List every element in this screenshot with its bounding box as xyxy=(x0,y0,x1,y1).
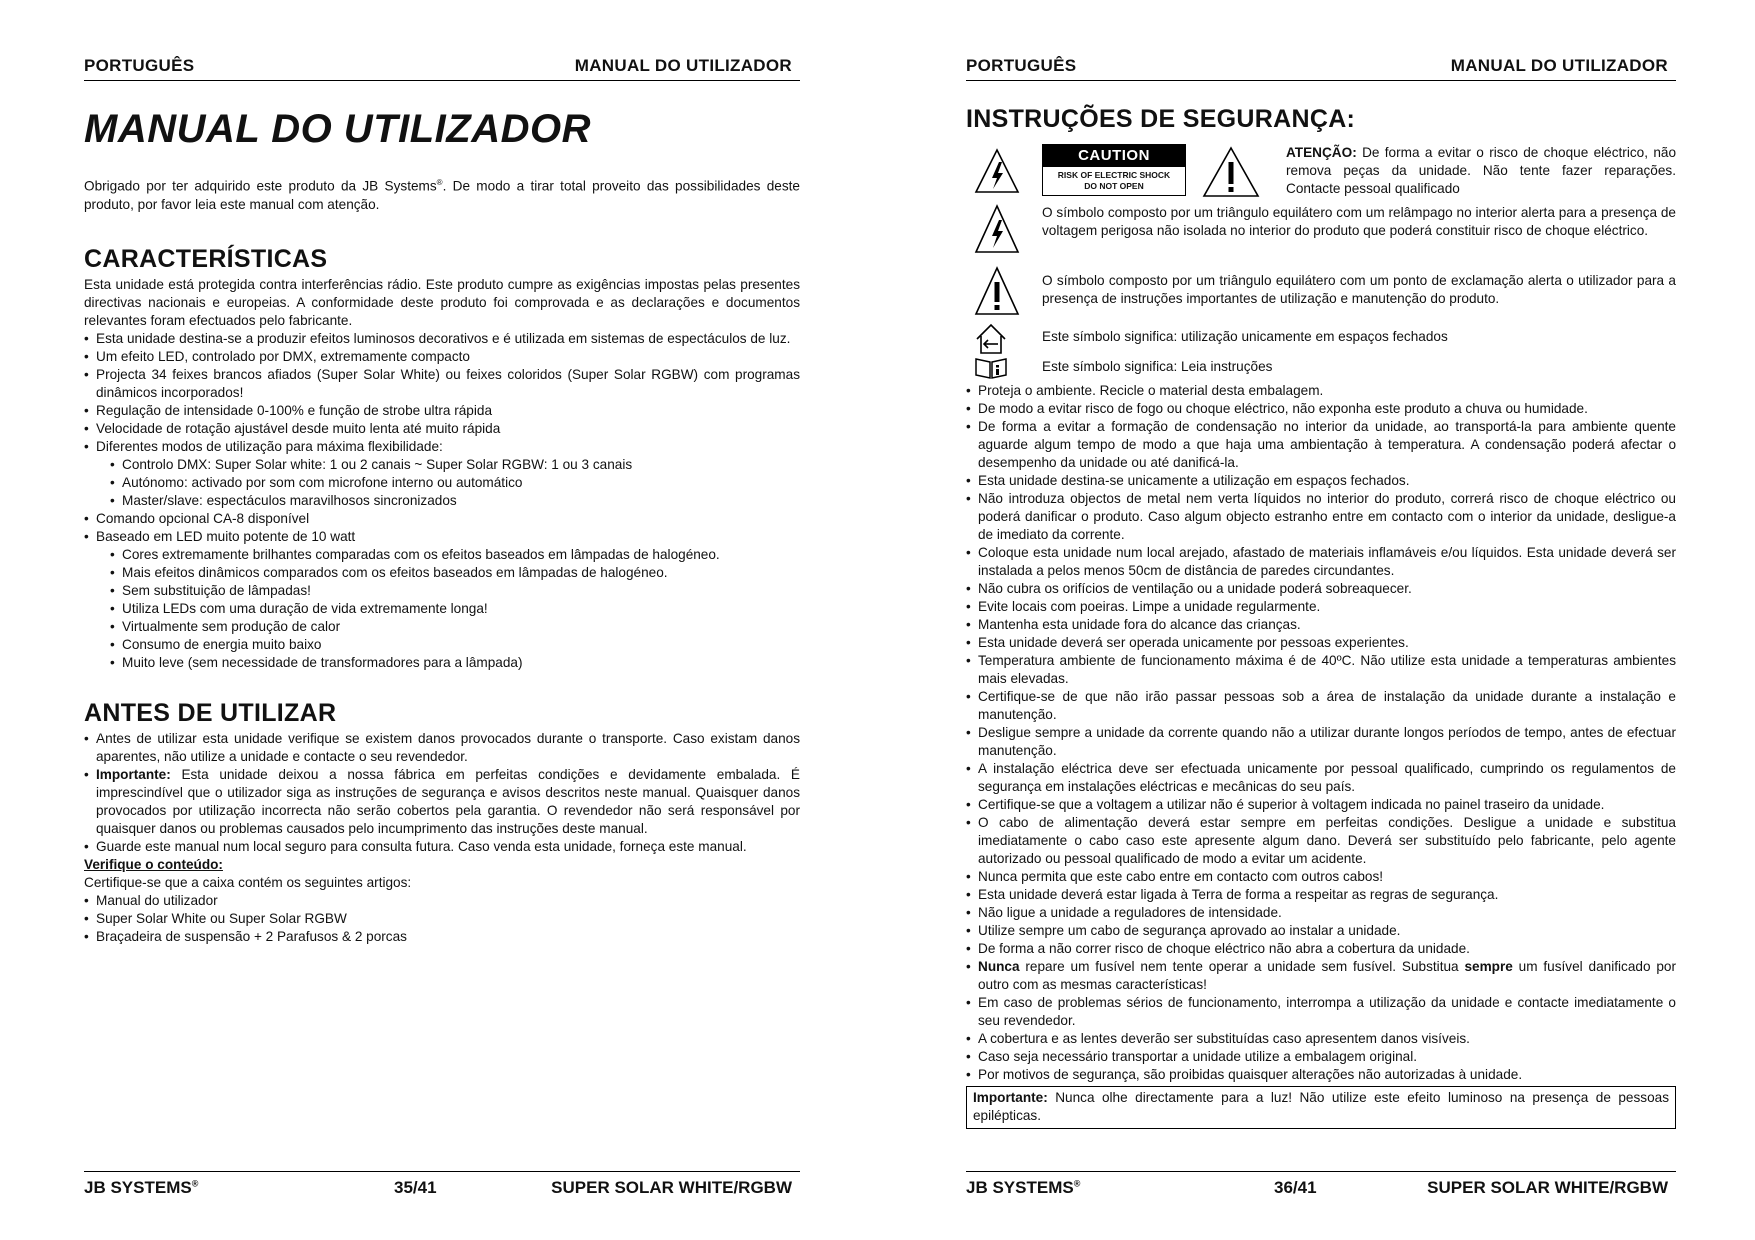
footer-brand-text: JB SYSTEMS xyxy=(966,1178,1074,1197)
antes-list xyxy=(84,730,800,856)
symbol-row-indoor xyxy=(966,322,1692,352)
bold-label: ATENÇÃO: xyxy=(1286,145,1357,160)
list-item: • Velocidade de rotação ajustável desde muito lenta até muito rápida xyxy=(84,420,800,438)
features-list-2 xyxy=(84,510,800,546)
list-item: • Diferentes modos de utilização para máxima flexibilidade: xyxy=(84,438,800,456)
list-item: • Não ligue a unidade a reguladores de intensidade. xyxy=(966,904,1676,922)
registered-mark: ® xyxy=(191,1178,199,1189)
list-item: • Super Solar White ou Super Solar RGBW xyxy=(84,910,800,928)
read-symbol-text: Este símbolo significa: Leia instruções xyxy=(1042,359,1273,374)
header-title: MANUAL DO UTILIZADOR xyxy=(574,56,792,75)
caution-sub-line2: DO NOT OPEN xyxy=(1084,181,1144,191)
caution-row xyxy=(966,142,1692,200)
caracteristicas-text: Esta unidade está protegida contra interferências rádio. Este produto cumpre as exigências impostas pelas presentes directivas nacionais e europeias. A conformidade deste produto foi comprovada e as declarações e documentos relevantes foram efectuados pelo fabricante. xyxy=(84,276,800,328)
importante-notice xyxy=(966,1086,1676,1129)
footer-page-number: 36/41 xyxy=(1274,1178,1317,1197)
section-heading-antes: ANTES DE UTILIZAR xyxy=(84,698,337,727)
lightning-warning-icon xyxy=(974,148,1020,194)
bold-label: Nunca xyxy=(978,959,1020,974)
list-item: • Nunca permita que este cabo entre em contacto com outros cabos! xyxy=(966,868,1676,886)
list-item: • Consumo de energia muito baixo xyxy=(110,636,800,654)
indoor-symbol-text: Este símbolo significa: utilização unicamente em espaços fechados xyxy=(1042,329,1448,344)
footer-page-number: 35/41 xyxy=(394,1178,437,1197)
page-right xyxy=(966,0,1676,1240)
verify-heading: Verifique o conteúdo: xyxy=(84,856,223,872)
list-item: • Evite locais com poeiras. Limpe a unidade regularmente. xyxy=(966,598,1676,616)
intro-text-rest: . De modo a tirar total proveito das possibilidades deste produto, por favor leia este manual com atenção. xyxy=(84,178,800,212)
page-header xyxy=(84,54,800,81)
list-item: • Antes de utilizar esta unidade verifique se existem danos provocados durante o transporte. Caso existam danos aparentes, não utilize a unidade e contacte o seu revendedor. xyxy=(84,730,800,766)
footer-brand-text: JB SYSTEMS xyxy=(84,1178,192,1197)
led-list xyxy=(84,546,800,672)
list-item xyxy=(966,958,1676,994)
list-item: • A instalação eléctrica deve ser efectuada unicamente por pessoal qualificado, cumprindo os regulamentos de segurança em instalações eléctricas e mecânicas do seu país. xyxy=(966,760,1676,796)
exclamation-triangle-icon xyxy=(974,266,1020,316)
list-item xyxy=(84,766,800,838)
page-left xyxy=(84,0,800,1240)
list-item-text: repare um fusível nem tente operar a unidade sem fusível. Substitua xyxy=(1019,959,1465,974)
list-item: • De forma a não correr risco de choque eléctrico não abra a cobertura da unidade. xyxy=(966,940,1676,958)
modes-list xyxy=(84,456,800,510)
symbol-row-exclamation xyxy=(966,266,1692,318)
list-item: • Autónomo: activado por som com microfone interno ou automático xyxy=(110,474,800,492)
list-item: • Certifique-se de que não irão passar pessoas sob a área de instalação da unidade durante a instalação e manutenção. xyxy=(966,688,1676,724)
caution-sub xyxy=(1043,167,1185,192)
verify-text: Certifique-se que a caixa contém os seguintes artigos: xyxy=(84,874,412,890)
list-item: • Esta unidade destina-se unicamente a utilização em espaços fechados. xyxy=(966,472,1676,490)
list-item: • Braçadeira de suspensão + 2 Parafusos & 2 porcas xyxy=(84,928,800,946)
footer-brand xyxy=(966,1178,1080,1198)
list-item: • Não cubra os orifícios de ventilação ou a unidade poderá sobreaquecer. xyxy=(966,580,1676,598)
list-item: • Master/slave: espectáculos maravilhosos sincronizados xyxy=(110,492,800,510)
list-item: • Regulação de intensidade 0-100% e função de strobe ultra rápida xyxy=(84,402,800,420)
list-item: • Sem substituição de lâmpadas! xyxy=(110,582,800,600)
list-item: • Baseado em LED muito potente de 10 watt xyxy=(84,528,800,546)
list-item: • Muito leve (sem necessidade de transformadores para a lâmpada) xyxy=(110,654,800,672)
list-item: • Virtualmente sem produção de calor xyxy=(110,618,800,636)
safety-list xyxy=(966,382,1676,1084)
registered-mark: ® xyxy=(1073,1178,1081,1189)
exclamation-symbol-text: O símbolo composto por um triângulo equilátero com um ponto de exclamação alerta o utilizador para a presença de instruções importantes de utilização e manutenção do produto. xyxy=(1042,273,1676,306)
bold-label: Importante: xyxy=(96,766,171,782)
list-item: • De forma a evitar a formação de condensação no interior da unidade, ao transportá-la para ambiente quente aguarde algum tempo de modo a que haja uma ambientação à temperatura. A condensação poderá afectar o desempenho da unidade ou até danificá-la. xyxy=(966,418,1676,472)
list-item: • Um efeito LED, controlado por DMX, extremamente compacto xyxy=(84,348,800,366)
header-language: PORTUGUÊS xyxy=(84,56,195,75)
intro-text: Obrigado por ter adquirido este produto da JB Systems xyxy=(84,178,437,194)
list-item: • Não introduza objectos de metal nem verta líquidos no interior do produto, correrá risco de choque eléctrico ou poderá danificar o produto. Caso algum objecto estranho entre em contacto com o interior da unidade, desligue-a de imediato da corrente. xyxy=(966,490,1676,544)
list-item: • Cores extremamente brilhantes comparadas com os efeitos baseados em lâmpadas de halogéneo. xyxy=(110,546,800,564)
section-heading-caracteristicas: CARACTERÍSTICAS xyxy=(84,244,328,273)
caution-title: CAUTION xyxy=(1043,145,1185,167)
symbol-row-lightning xyxy=(966,204,1692,260)
list-item: • A cobertura e as lentes deverão ser substituídas caso apresentem danos visíveis. xyxy=(966,1030,1676,1048)
list-item: • Coloque esta unidade num local arejado, afastado de materiais inflamáveis e/ou líquidos. Esta unidade deverá ser instalada a pelos menos 50cm de distância de paredes circundantes. xyxy=(966,544,1676,580)
list-item: • Comando opcional CA-8 disponível xyxy=(84,510,800,528)
list-item: • Certifique-se que a voltagem a utilizar não é superior à voltagem indicada no painel traseiro da unidade. xyxy=(966,796,1676,814)
intro-paragraph xyxy=(84,174,800,214)
contents-list xyxy=(84,892,800,946)
bold-label: Importante: xyxy=(973,1090,1048,1105)
bold-label: sempre xyxy=(1464,959,1513,974)
list-item: • Projecta 34 feixes brancos afiados (Super Solar White) ou feixes coloridos (Super Solar RGBW) com programas dinâmicos incorporados! xyxy=(84,366,800,402)
list-item: • Desligue sempre a unidade da corrente quando não a utilizar durante longos períodos de tempo, antes de efectuar manutenção. xyxy=(966,724,1676,760)
list-item: • Guarde este manual num local seguro para consulta futura. Caso venda esta unidade, forneça este manual. xyxy=(84,838,800,856)
list-item: • Esta unidade deverá estar ligada à Terra de forma a respeitar as regras de segurança. xyxy=(966,886,1676,904)
indoor-use-icon xyxy=(974,322,1008,356)
registered-mark: ® xyxy=(436,178,443,187)
list-item: • Proteja o ambiente. Recicle o material desta embalagem. xyxy=(966,382,1676,400)
header-title: MANUAL DO UTILIZADOR xyxy=(1450,56,1668,75)
importante-text: Nunca olhe directamente para a luz! Não utilize este efeito luminoso na presença de pessoas epilépticas. xyxy=(973,1090,1669,1123)
caution-sub-line1: RISK OF ELECTRIC SHOCK xyxy=(1057,170,1171,180)
list-item: • Em caso de problemas sérios de funcionamento, interrompa a utilização da unidade e contacte imediatamente o seu revendedor. xyxy=(966,994,1676,1030)
list-item: • Caso seja necessário transportar a unidade utilize a embalagem original. xyxy=(966,1048,1676,1066)
list-item: • Controlo DMX: Super Solar white: 1 ou 2 canais ~ Super Solar RGBW: 1 ou 3 canais xyxy=(110,456,800,474)
list-item: • Mais efeitos dinâmicos comparados com os efeitos baseados em lâmpadas de halogéneo. xyxy=(110,564,800,582)
page-header xyxy=(966,54,1676,81)
list-item: • Temperatura ambiente de funcionamento máxima é de 40ºC. Não utilize esta unidade a temperaturas ambientes mais elevadas. xyxy=(966,652,1676,688)
caution-text-body: De forma a evitar o risco de choque eléctrico, não remova peças da unidade. Não tente fazer reparações. Contacte pessoal qualificado xyxy=(1286,145,1676,196)
read-instructions-icon xyxy=(974,356,1008,380)
list-item-text: um fusível danificado por outro com as mesmas características! xyxy=(978,959,1676,992)
page-footer xyxy=(84,1171,800,1202)
page-content xyxy=(84,96,800,946)
list-item: • Utilize sempre um cabo de segurança aprovado ao instalar a unidade. xyxy=(966,922,1676,940)
main-title: MANUAL DO UTILIZADOR xyxy=(84,107,591,151)
page-footer xyxy=(966,1171,1676,1202)
list-item: • O cabo de alimentação deverá estar sempre em perfeitas condições. Desligue a unidade e substitua imediatamente o cabo caso este apresente algum dano. Deverá ser substituído pelo fabricante, pelo agente autorizado ou pessoal qualificado de modo a evitar um acidente. xyxy=(966,814,1676,868)
list-item: • De modo a evitar risco de fogo ou choque eléctrico, não exponha este produto a chuva ou humidade. xyxy=(966,400,1676,418)
list-item-text: Esta unidade deixou a nossa fábrica em perfeitas condições e devidamente embalada. É imprescindível que o utilizador siga as instruções de segurança e avisos descritos neste manual. Quaisquer danos provocados por utilização incorrecta não serão cobertos pela garantia. O revendedor não será responsável por quaisquer danos ou problemas causados pelo incumprimento das instruções deste manual. xyxy=(96,766,800,836)
list-item: • Esta unidade destina-se a produzir efeitos luminosos decorativos e é utilizada em sistemas de espectáculos de luz. xyxy=(84,330,800,348)
list-item: • Por motivos de segurança, são proibidas quaisquer alterações não autorizadas à unidade. xyxy=(966,1066,1676,1084)
page-content xyxy=(966,96,1692,1129)
features-list xyxy=(84,330,800,456)
caution-text xyxy=(1286,144,1676,198)
header-language: PORTUGUÊS xyxy=(966,56,1077,75)
footer-product: SUPER SOLAR WHITE/RGBW xyxy=(551,1178,792,1197)
caution-label xyxy=(1042,144,1186,196)
lightning-symbol-text: O símbolo composto por um triângulo equilátero com um relâmpago no interior alerta para a presença de voltagem perigosa não isolada no interior do produto que poderá constituir risco de choque eléctrico. xyxy=(1042,205,1676,238)
symbol-row-read xyxy=(966,356,1692,382)
exclamation-warning-icon xyxy=(1202,146,1260,198)
list-item: • Manual do utilizador xyxy=(84,892,800,910)
list-item: • Mantenha esta unidade fora do alcance das crianças. xyxy=(966,616,1676,634)
lightning-triangle-icon xyxy=(974,204,1020,254)
list-item: • Utiliza LEDs com uma duração de vida extremamente longa! xyxy=(110,600,800,618)
section-heading-seguranca: INSTRUÇÕES DE SEGURANÇA: xyxy=(966,105,1356,133)
list-item: • Esta unidade deverá ser operada unicamente por pessoas experientes. xyxy=(966,634,1676,652)
footer-brand xyxy=(84,1178,198,1198)
footer-product: SUPER SOLAR WHITE/RGBW xyxy=(1427,1178,1668,1197)
